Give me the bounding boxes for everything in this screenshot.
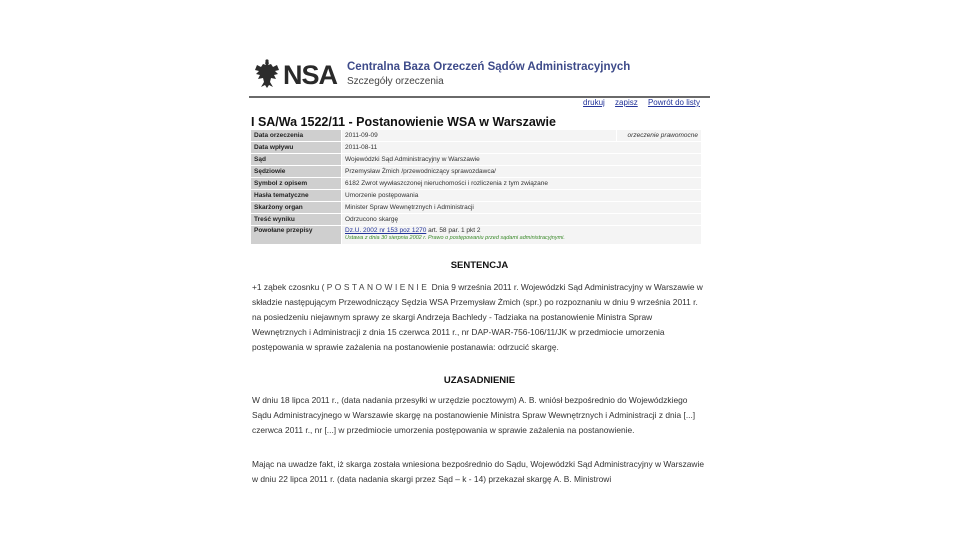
field-value: Minister Spraw Wewnętrznych i Administracji xyxy=(342,202,701,213)
field-label: Powołane przepisy xyxy=(251,226,341,244)
field-value: 6182 Zwrot wywłaszczonej nieruchomości i rozliczenia z tym związane xyxy=(342,178,701,189)
site-header xyxy=(249,52,710,98)
uzasadnienie-heading: UZASADNIENIE xyxy=(443,375,516,386)
document-window xyxy=(249,52,710,488)
table-row xyxy=(251,226,701,244)
field-label: Sędziowie xyxy=(251,166,341,177)
field-value: 2011-08-11 xyxy=(342,142,701,153)
field-label: Data orzeczenia xyxy=(251,130,341,141)
table-row xyxy=(251,214,701,225)
back-to-list-link[interactable]: Powrót do listy xyxy=(647,98,700,107)
validity-status: orzeczenie prawomocne xyxy=(617,130,701,141)
table-row xyxy=(251,130,701,141)
field-value: Przemysław Żmich /przewodniczący sprawozdawca/ xyxy=(342,166,701,177)
field-label: Sąd xyxy=(251,154,341,165)
table-row xyxy=(251,178,701,189)
field-value: Umorzenie postępowania xyxy=(342,190,701,201)
uzasadnienie-paragraph-2: Mając na uwadze fakt, iż skarga została wniesiona bezpośrednio do Sądu, Wojewódzki Sąd Administracyjny w Warszawie w dniu 22 lipca 2011 r. (data nadania skargi przez Sąd – k - 14) przekazał skargę A. B. Ministrowi xyxy=(252,459,705,484)
field-label: Hasła tematyczne xyxy=(251,190,341,201)
sentencja-body: Dnia 9 września 2011 r. Wojewódzki Sąd Administracyjny w Warszawie w składzie następującym Przewodniczący Sędzia WSA Przemysław Żmich (spr.) po rozpoznaniu w dniu 9 września 2011 r. na posiedzeniu niejawnym sprawy ze skargi Andrzeja Bachledy - Tadziaka na postanowienie Ministra Spraw Wewnętrznych i Administracji z dnia 15 czerwca 2011 r., nr DAP-WAR-756-106/11/JK w przedmiocie umorzenia postępowania w sprawie zażalenia na postanowienie postanawia: odrzucić skargę. xyxy=(252,282,703,352)
table-row xyxy=(251,202,701,213)
eagle-emblem-icon xyxy=(253,58,281,90)
regulation-link[interactable]: Dz.U. 2002 nr 153 poz 1270 xyxy=(345,227,427,234)
sentencja-heading: SENTENCJA xyxy=(450,260,509,271)
table-row xyxy=(251,142,701,153)
field-label: Symbol z opisem xyxy=(251,178,341,189)
table-row xyxy=(251,154,701,165)
print-link[interactable]: drukuj xyxy=(583,98,605,107)
sentencja-spaced-title: POSTANOWIENIE xyxy=(326,282,430,292)
regulation-note: Ustawa z dnia 30 sierpnia 2002 r. Prawo o postępowaniu przed sądami administracyjnymi. xyxy=(345,235,565,241)
case-details-table xyxy=(250,129,702,245)
field-value: Wojewódzki Sąd Administracyjny w Warszawie xyxy=(342,154,701,165)
site-title: Centralna Baza Orzeczeń Sądów Administracyjnych xyxy=(347,61,631,73)
field-label: Skarżony organ xyxy=(251,202,341,213)
regulation-article: art. 58 par. 1 pkt 2 xyxy=(426,227,481,234)
table-row xyxy=(251,190,701,201)
table-row xyxy=(251,166,701,177)
case-title: I SA/Wa 1522/11 - Postanowienie WSA w Warszawie xyxy=(251,115,556,129)
field-value xyxy=(342,226,701,244)
field-label: Treść wyniku xyxy=(251,214,341,225)
uzasadnienie-paragraph-1: W dniu 18 lipca 2011 r., (data nadania przesyłki w urzędzie pocztowym) A. B. wniósł bezpośrednio do Wojewódzkiego Sądu Administracyjnego w Warszawie skargę na postanowienie Ministra Spraw Wewnętrznych i Administracji z dnia [...] czerwca 2011 r., nr [...] w przedmiocie umorzenia postępowania w sprawie zażalenia na postanowienie. xyxy=(252,395,696,435)
sentencja-prefix: +1 ząbek czosnku ( xyxy=(252,282,327,292)
field-label: Data wpływu xyxy=(251,142,341,153)
sentencja-text xyxy=(252,280,704,355)
action-links xyxy=(575,98,700,107)
field-value: 2011-09-09 xyxy=(342,130,616,141)
nsa-logo[interactable]: NSA xyxy=(283,60,338,90)
field-value: Odrzucono skargę xyxy=(342,214,701,225)
save-link[interactable]: zapisz xyxy=(615,98,638,107)
page-subtitle: Szczegóły orzeczenia xyxy=(347,76,444,87)
